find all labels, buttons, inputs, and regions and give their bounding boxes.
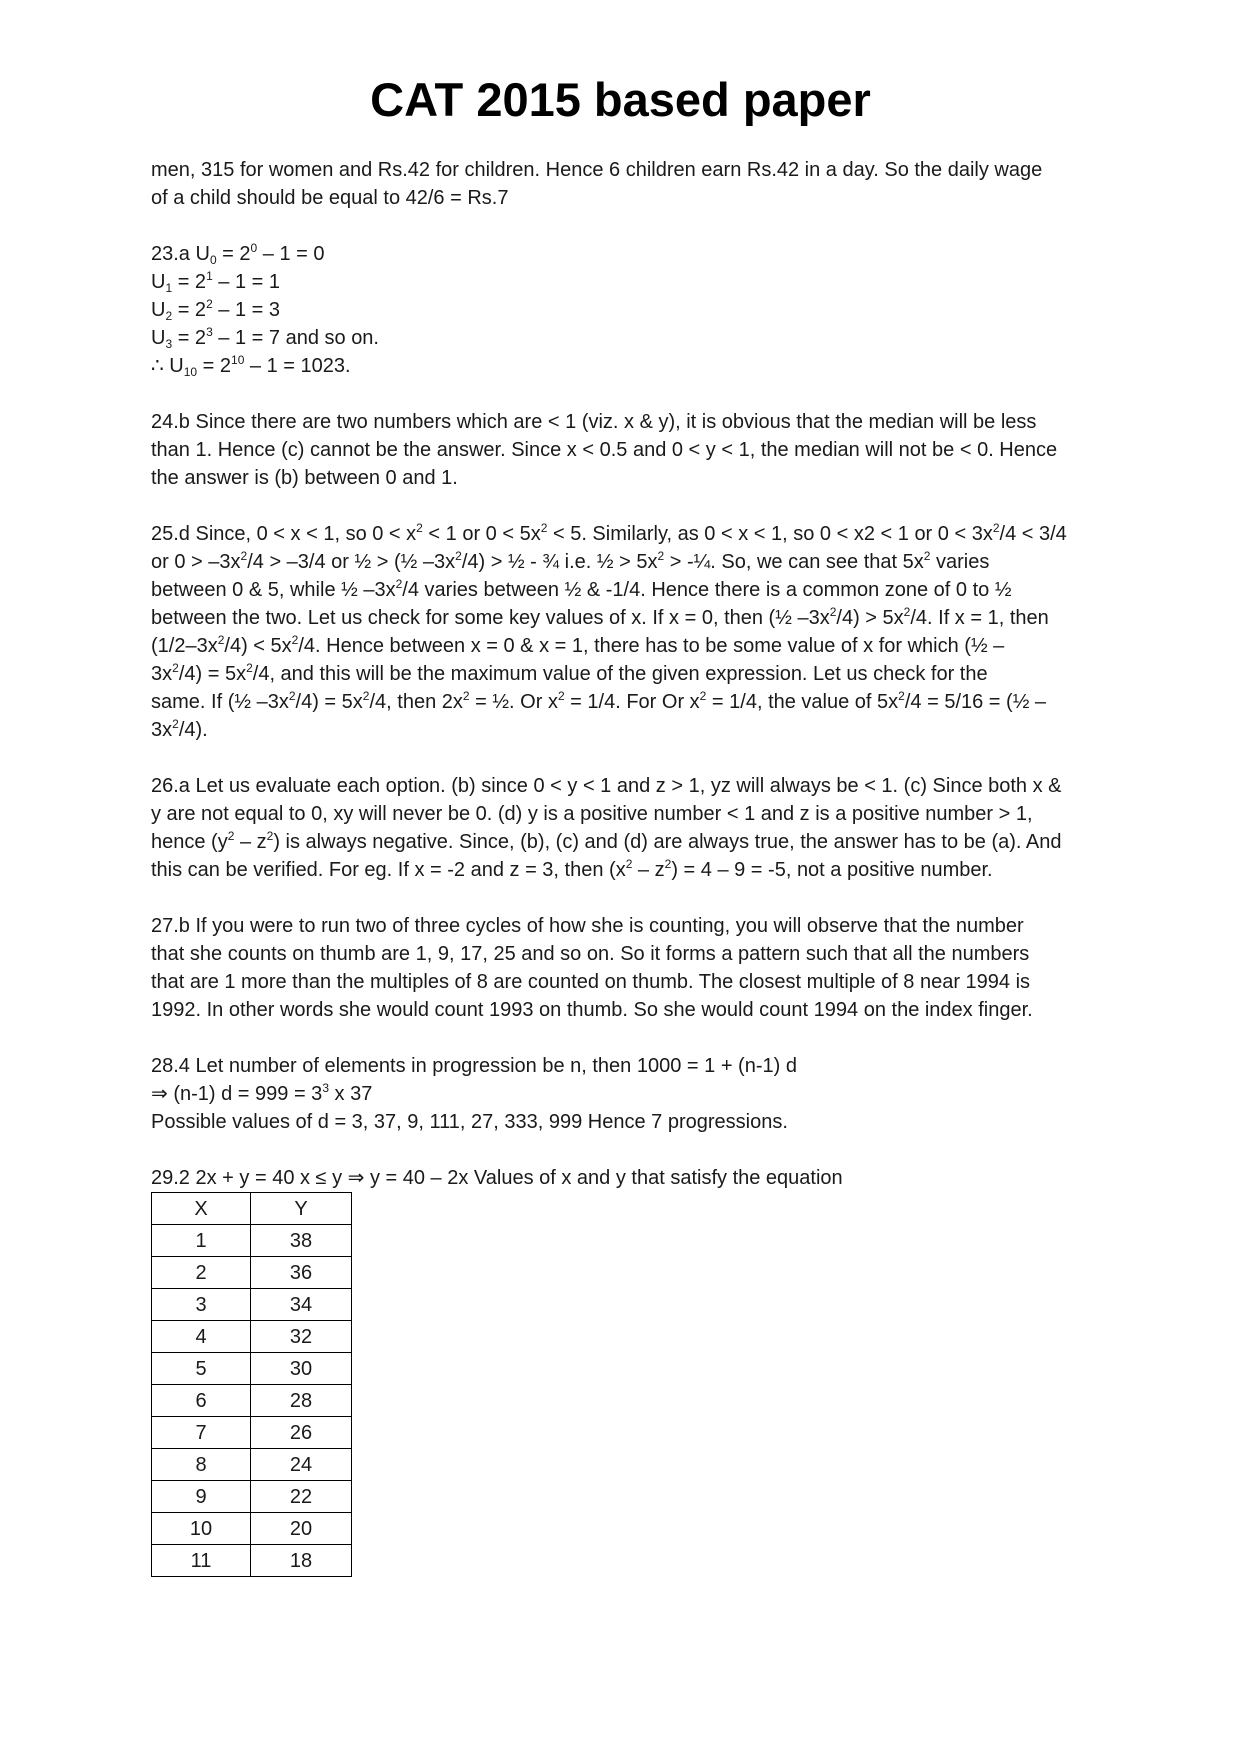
cell-x: 9 — [152, 1481, 251, 1513]
table-row — [152, 1481, 352, 1513]
text-line: same. If (½ $-3x^2/4) = 5x^2/4$, then $2x^2$ = ½. Or $x^2 = 1/4$. For Or $x^2 = 1/4$, the value of $5x^2/4 = 5/16$ = (½ – — [151, 689, 1047, 713]
cell-x: 5 — [152, 1353, 251, 1385]
cell-y: 26 — [251, 1417, 352, 1449]
cell-y: 28 — [251, 1385, 352, 1417]
solution-28 — [151, 1052, 1101, 1136]
text-line: 24.b Since there are two numbers which are < 1 (viz. x & y), it is obvious that the median will be less — [151, 411, 1037, 433]
table-row — [152, 1289, 352, 1321]
text-line: between the two. Let us check for some key values of x. If x = 0, then (½ $-3x^2/4) > 5x^2/4$. If x = 1, then — [151, 605, 1049, 629]
table-row — [152, 1449, 352, 1481]
cell-y: 32 — [251, 1321, 352, 1353]
table-row — [152, 1385, 352, 1417]
text-line: between 0 & 5, while ½ $-3x^2/4$ varies between ½ & -1/4. Hence there is a common zone of 0 to ½ — [151, 577, 1012, 601]
solutions-body — [151, 156, 1101, 1577]
cell-x: 7 — [152, 1417, 251, 1449]
text-line: 23.a $U_0 = 2^0 - 1 = 0$ — [151, 241, 325, 267]
cell-y: 22 — [251, 1481, 352, 1513]
column-header-y: Y — [251, 1193, 352, 1225]
text-line: $U_3 = 2^3 - 1 = 7$ and so on. — [151, 325, 379, 351]
text-line: Possible values of d = 3, 37, 9, 111, 27, 333, 999 Hence 7 progressions. — [151, 1111, 788, 1133]
xy-values-table — [151, 1192, 352, 1577]
table-row — [152, 1353, 352, 1385]
text-line: 25.d Since, 0 < x < 1, so $0 < x^2 < 1$ or $0 < 5x^2 < 5$. Similarly, as 0 < x < 1, so 0 < x2 < 1 or $0 < 3x^2/4 < 3/4$ — [151, 521, 1067, 545]
text-line: $3x^2/4) = 5x^2/4$, and this will be the maximum value of the given expression. Let us check for the — [151, 661, 988, 685]
table-row — [152, 1321, 352, 1353]
table-row — [152, 1225, 352, 1257]
text-line: ⇒ (n-1) $d = 999 = 3^3$ x 37 — [151, 1081, 373, 1105]
text-line: men, 315 for women and Rs.42 for children. Hence 6 children earn Rs.42 in a day. So the daily wage — [151, 159, 1043, 181]
solution-29 — [151, 1164, 1101, 1577]
text-line: 26.a Let us evaluate each option. (b) since 0 < y < 1 and z > 1, yz will always be < 1. (c) Since both x & — [151, 775, 1062, 797]
cell-x: 6 — [152, 1385, 251, 1417]
cell-x: 11 — [152, 1545, 251, 1577]
cell-x: 4 — [152, 1321, 251, 1353]
text-line: the answer is (b) between 0 and 1. — [151, 467, 458, 489]
text-line: $(1/2-3x^2/4) < 5x^2/4$. Hence between x = 0 & x = 1, there has to be some value of x for which (½ – — [151, 633, 1005, 657]
cell-x: 2 — [152, 1257, 251, 1289]
table-header-row — [152, 1193, 352, 1225]
text-line: y are not equal to 0, xy will never be 0. (d) y is a positive number < 1 and z is a positive number > 1, — [151, 803, 1033, 825]
intro-paragraph — [151, 156, 1101, 212]
text-line: than 1. Hence (c) cannot be the answer. Since x < 0.5 and 0 < y < 1, the median will not be < 0. Hence — [151, 439, 1058, 461]
cell-y: 20 — [251, 1513, 352, 1545]
text-line: ∴ $U_{10} = 2^{10} - 1 = 1023$. — [151, 353, 351, 379]
text-line: this can be verified. For eg. If x = -2 and z = 3, then $(x^2 - z^2) = 4 - 9 = -5$, not a positive number. — [151, 857, 993, 881]
cell-y: 38 — [251, 1225, 352, 1257]
solution-27 — [151, 912, 1101, 1024]
cell-y: 30 — [251, 1353, 352, 1385]
cell-x: 8 — [152, 1449, 251, 1481]
solution-24 — [151, 408, 1101, 492]
text-line: $3x^2/4$). — [151, 717, 208, 741]
text-line: 28.4 Let number of elements in progression be n, then 1000 = 1 + (n-1) d — [151, 1055, 797, 1077]
cell-x: 10 — [152, 1513, 251, 1545]
text-line: $U_1 = 2^1 - 1 = 1$ — [151, 269, 281, 295]
solution-26 — [151, 772, 1101, 884]
cell-y: 34 — [251, 1289, 352, 1321]
table-row — [152, 1545, 352, 1577]
text-line: 29.2 2x + y = 40 x ≤ y ⇒ y = 40 – 2x Values of x and y that satisfy the equation — [151, 1167, 843, 1189]
cell-x: 3 — [152, 1289, 251, 1321]
solution-23 — [151, 240, 1101, 380]
table-row — [152, 1257, 352, 1289]
table-row — [152, 1417, 352, 1449]
page-title: CAT 2015 based paper — [370, 73, 871, 126]
text-line: 1992. In other words she would count 1993 on thumb. So she would count 1994 on the index finger. — [151, 999, 1033, 1021]
table-row — [152, 1513, 352, 1545]
text-line: of a child should be equal to 42/6 = Rs.7 — [151, 187, 509, 209]
cell-y: 36 — [251, 1257, 352, 1289]
solution-25 — [151, 520, 1101, 744]
column-header-x: X — [152, 1193, 251, 1225]
text-line: that she counts on thumb are 1, 9, 17, 25 and so on. So it forms a pattern such that all the numbers — [151, 943, 1030, 965]
cell-x: 1 — [152, 1225, 251, 1257]
text-line: hence $(y^2 - z^2)$ is always negative. Since, (b), (c) and (d) are always true, the answer has to be (a). And — [151, 829, 1062, 853]
cell-y: 24 — [251, 1449, 352, 1481]
cell-y: 18 — [251, 1545, 352, 1577]
text-line: or $0 > -3x^2/4 > -3/4$ or ½ > (½ $-3x^2/4$) > ½ - ¾ i.e. ½ > $5x^2$ > -¼. So, we can see that $5x^2$ varies — [151, 549, 990, 573]
text-line: that are 1 more than the multiples of 8 are counted on thumb. The closest multiple of 8 near 1994 is — [151, 971, 1031, 993]
text-line: $U_2 = 2^2 - 1 = 3$ — [151, 297, 281, 323]
text-line: 27.b If you were to run two of three cycles of how she is counting, you will observe that the number — [151, 915, 1024, 937]
